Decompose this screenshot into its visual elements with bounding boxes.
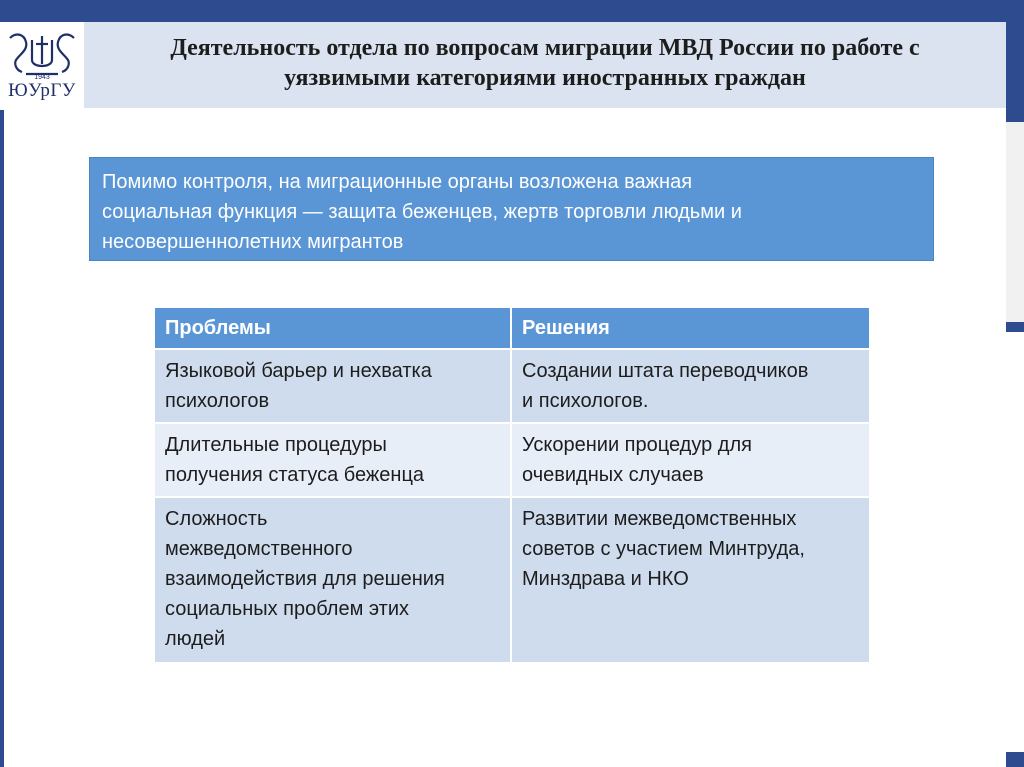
- problem-cell: [154, 349, 511, 423]
- cell-line: Длительные процедуры: [165, 434, 387, 456]
- table-header-row: [154, 307, 870, 349]
- left-frame-line: [0, 110, 4, 767]
- intro-callout: [89, 157, 934, 261]
- top-frame-bar: [0, 0, 1024, 22]
- cell-line: и психологов.: [522, 390, 649, 412]
- table-row: [154, 423, 870, 497]
- cell-line: межведомственного: [165, 538, 353, 560]
- cell-line: взаимодействия для решения: [165, 568, 445, 590]
- cell-line: социальных проблем этих: [165, 598, 409, 620]
- cell-line: людей: [165, 628, 226, 650]
- solution-cell: [511, 349, 870, 423]
- callout-line-3: несовершеннолетних мигрантов: [102, 231, 404, 253]
- logo-emblem-icon: [6, 30, 78, 80]
- logo-text: ЮУрГУ: [8, 80, 76, 101]
- title-line-2: уязвимыми категориями иностранных граждан: [284, 65, 806, 91]
- solution-cell: [511, 423, 870, 497]
- cell-line: психологов: [165, 390, 270, 412]
- problem-cell: [154, 423, 511, 497]
- title-line-1: Деятельность отдела по вопросам миграции МВД России по работе с: [170, 35, 920, 61]
- table-row: [154, 497, 870, 663]
- cell-line: советов с участием Минтруда,: [522, 538, 805, 560]
- callout-line-2: социальная функция — защита беженцев, жертв торговли людьми и: [102, 201, 742, 223]
- table-row: [154, 349, 870, 423]
- cell-line: Сложность: [165, 508, 268, 530]
- right-frame-inset: [1006, 122, 1024, 322]
- cell-line: Развитии межведомственных: [522, 508, 797, 530]
- solution-cell: [511, 497, 870, 663]
- cell-line: Языковой барьер и нехватка: [165, 360, 432, 382]
- callout-line-1: Помимо контроля, на миграционные органы возложена важная: [102, 171, 693, 193]
- right-frame-inset-lower: [1006, 332, 1024, 752]
- header-solutions: Решения: [511, 307, 870, 349]
- slide-title: [110, 33, 980, 93]
- cell-line: очевидных случаев: [522, 464, 704, 486]
- logo-year: 1943: [34, 74, 50, 80]
- cell-line: Минздрава и НКО: [522, 568, 689, 590]
- cell-line: Создании штата переводчиков: [522, 360, 809, 382]
- cell-line: получения статуса беженца: [165, 464, 425, 486]
- header-problems: Проблемы: [154, 307, 511, 349]
- problems-solutions-table: [153, 306, 871, 664]
- cell-line: Ускорении процедур для: [522, 434, 752, 456]
- university-logo: [0, 22, 84, 108]
- problem-cell: [154, 497, 511, 663]
